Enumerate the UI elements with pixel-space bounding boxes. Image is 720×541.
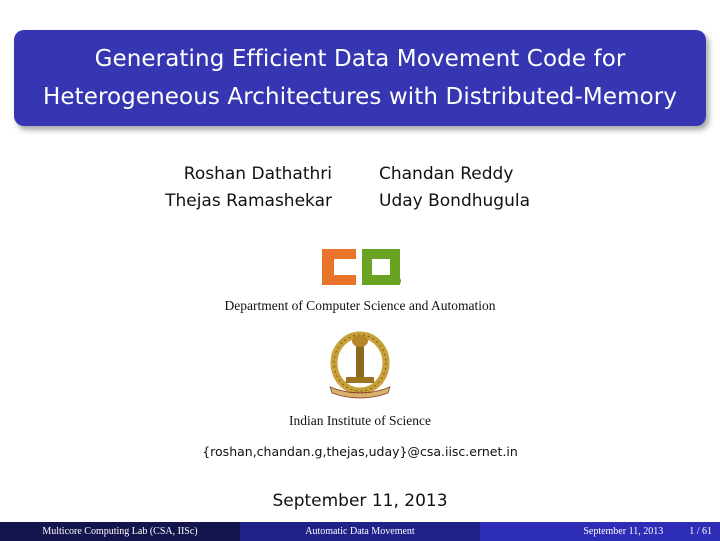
author-row-2 [0, 191, 720, 215]
emails: {roshan,chandan.g,thejas,uday}@csa.iisc.ernet.in [202, 444, 518, 459]
author-name: Uday Bondhugula [379, 191, 530, 211]
department: Department of Computer Science and Automation [224, 298, 496, 313]
footer-date: September 11, 2013 [583, 526, 664, 537]
csa-logo [320, 245, 402, 289]
footer-bar [0, 522, 720, 541]
presentation-date: September 11, 2013 [272, 491, 448, 511]
footer-page-number: 1 / 61 [689, 526, 712, 537]
author-name: Chandan Reddy [379, 164, 514, 184]
title-line-2: Heterogeneous Architectures with Distributed-Memory [42, 84, 678, 110]
author-name: Roshan Dathathri [183, 164, 332, 184]
author-name: Thejas Ramashekar [165, 191, 332, 211]
footer-title-label: Automatic Data Movement [305, 526, 415, 537]
iisc-emblem [316, 329, 404, 401]
footer-center [240, 522, 480, 541]
footer-right [480, 522, 720, 541]
institute: Indian Institute of Science [288, 413, 432, 428]
title-line-1: Generating Efficient Data Movement Code for [94, 46, 626, 72]
footer-author-label: Multicore Computing Lab (CSA, IISc) [42, 526, 198, 537]
author-row-1 [0, 164, 720, 188]
title-box [14, 30, 706, 126]
svg-text:• • • • • •: • • • • • • [349, 390, 371, 395]
footer-left [0, 522, 240, 541]
